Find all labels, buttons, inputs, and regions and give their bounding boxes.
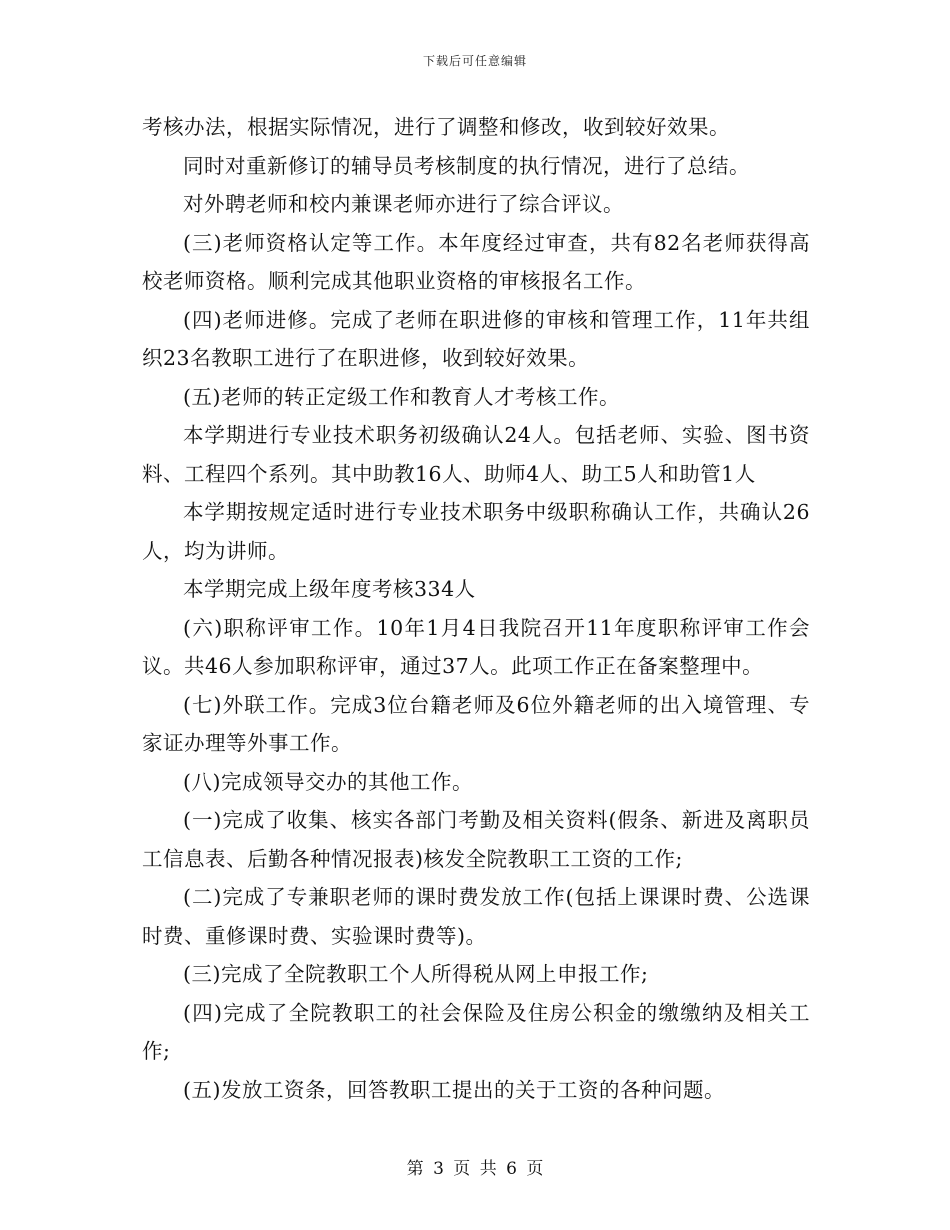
paragraph-10: (六)职称评审工作。10年1月4日我院召开11年度职称评审工作会议。共46人参加职称评审，通过37人。此项工作正在备案整理中。 [142,615,810,678]
paragraph-3: 对外聘老师和校内兼课老师亦进行了综合评议。 [183,192,624,216]
paragraph-4: (三)老师资格认定等工作。本年度经过审查，共有82名老师获得高校老师资格。顺利完成其他职业资格的审核报名工作。 [142,230,810,293]
paragraph-11: (七)外联工作。完成3位台籍老师及6位外籍老师的出入境管理、专家证办理等外事工作。 [142,692,810,755]
paragraph-16: (四)完成了全院教职工的社会保险及住房公积金的缴缴纳及相关工作; [142,1000,810,1063]
paragraph-17: (五)发放工资条，回答教职工提出的关于工资的各种问题。 [183,1077,725,1102]
page-header: 下载后可任意编辑 [422,54,527,68]
document-body [142,108,810,1109]
paragraph-7: 本学期进行专业技术职务初级确认24人。包括老师、实验、图书资料、工程四个系列。其中助教16人、助师4人、助工5人和助管1人 [142,423,810,486]
paragraph-15: (三)完成了全院教职工个人所得税从网上申报工作; [183,962,649,986]
paragraph-14: (二)完成了专兼职老师的课时费发放工作(包括上课课时费、公选课时费、重修课时费、实验课时费等)。 [142,885,810,948]
paragraph-5: (四)老师进修。完成了老师在职进修的审核和管理工作，11年共组织23名教职工进行了在职进修，收到较好效果。 [142,307,810,370]
paragraph-6: (五)老师的转正定级工作和教育人才考核工作。 [183,384,620,409]
paragraph-12: (八)完成领导交办的其他工作。 [183,769,473,794]
paragraph-13: (一)完成了收集、核实各部门考勤及相关资料(假条、新进及离职员工信息表、后勤各种情况报表)核发全院教职工工资的工作; [142,808,810,871]
paragraph-8: 本学期按规定适时进行专业技术职务中级职称确认工作，共确认26人，均为讲师。 [142,500,810,563]
paragraph-9: 本学期完成上级年度考核334人 [183,577,476,601]
paragraph-1: 考核办法，根据实际情况，进行了调整和修改，收到较好效果。 [142,115,730,139]
page-footer: 第 3 页 共 6 页 [406,1159,544,1179]
paragraph-2: 同时对重新修订的辅导员考核制度的执行情况，进行了总结。 [183,153,750,178]
